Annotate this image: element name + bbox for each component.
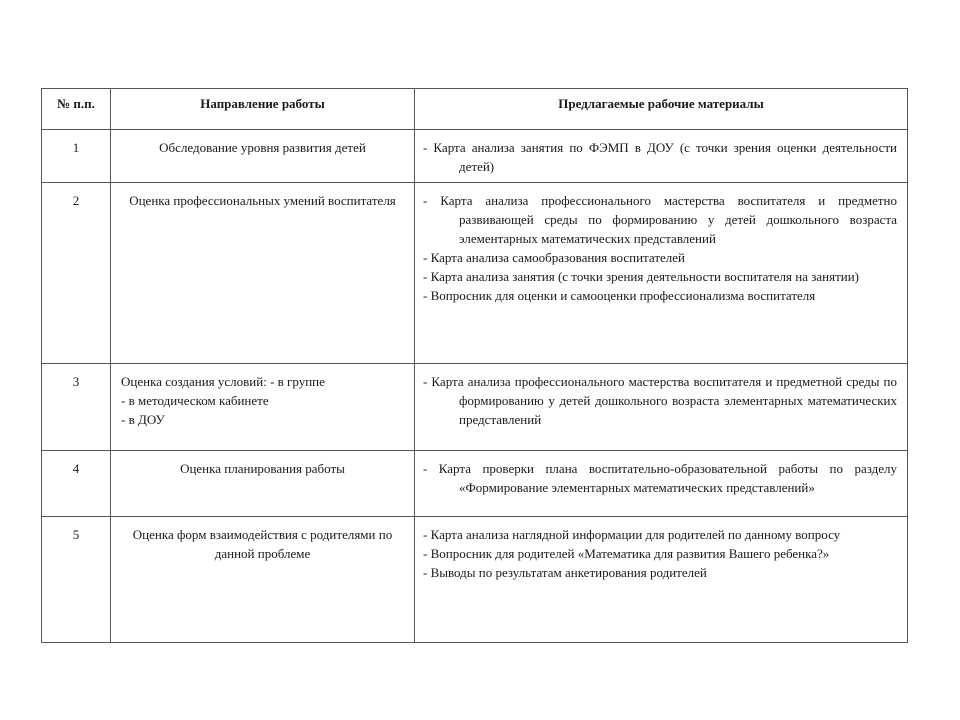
direction-line: Обследование уровня развития детей [159, 140, 366, 155]
work-directions-table [41, 88, 908, 643]
direction-line: Оценка планирования работы [180, 461, 345, 476]
material-item: - Карта анализа занятия по ФЭМП в ДОУ (с точки зрения оценки деятельности детей) [423, 140, 897, 174]
table-row [42, 451, 908, 517]
header-materials: Предлагаемые рабочие материалы [415, 89, 908, 130]
direction-line: Оценка форм взаимодействия с родителями по данной проблеме [132, 527, 393, 561]
row-materials [415, 130, 908, 183]
table-row [42, 517, 908, 643]
row-materials [415, 451, 908, 517]
material-item: - Вопросник для родителей «Математика для развития Вашего ребенка?» [423, 546, 830, 561]
table-row [42, 364, 908, 451]
row-number: 4 [42, 451, 111, 517]
direction-line: Оценка профессиональных умений воспитателя [129, 193, 396, 208]
row-direction [111, 183, 415, 364]
row-direction [111, 130, 415, 183]
material-item: - Карта анализа профессионального мастерства воспитателя и предметно развивающей среды по формированию у детей дошкольного возраста элементарных математических представлений [423, 193, 897, 246]
material-item: - Вопросник для оценки и самооценки профессионализма воспитателя [423, 288, 816, 303]
table-row [42, 183, 908, 364]
row-materials [415, 364, 908, 451]
table-header [42, 89, 908, 130]
material-item: - Карта проверки плана воспитательно-образовательной работы по разделу «Формирование элементарных математических представлений» [423, 461, 897, 495]
row-number: 5 [42, 517, 111, 643]
row-number: 3 [42, 364, 111, 451]
row-direction [111, 451, 415, 517]
material-item: - Карта анализа наглядной информации для родителей по данному вопросу [423, 527, 841, 542]
material-item: - Карта анализа самообразования воспитателей [423, 250, 685, 265]
header-number: № п.п. [42, 89, 111, 130]
material-item: - Карта анализа профессионального мастерства воспитателя и предметной среды по формированию у детей дошкольного возраста элементарных математических представлений [423, 374, 897, 427]
material-item: - Выводы по результатам анкетирования родителей [423, 565, 707, 580]
row-number: 2 [42, 183, 111, 364]
material-item: - Карта анализа занятия (с точки зрения деятельности воспитателя на занятии) [423, 269, 860, 284]
direction-line: - в методическом кабинете [121, 393, 269, 408]
row-direction [111, 364, 415, 451]
row-materials [415, 517, 908, 643]
row-materials [415, 183, 908, 364]
row-number: 1 [42, 130, 111, 183]
row-direction [111, 517, 415, 643]
table-row [42, 130, 908, 183]
header-direction: Направление работы [111, 89, 415, 130]
direction-line: - в ДОУ [121, 412, 165, 427]
direction-line: Оценка создания условий: - в группе [121, 374, 325, 389]
